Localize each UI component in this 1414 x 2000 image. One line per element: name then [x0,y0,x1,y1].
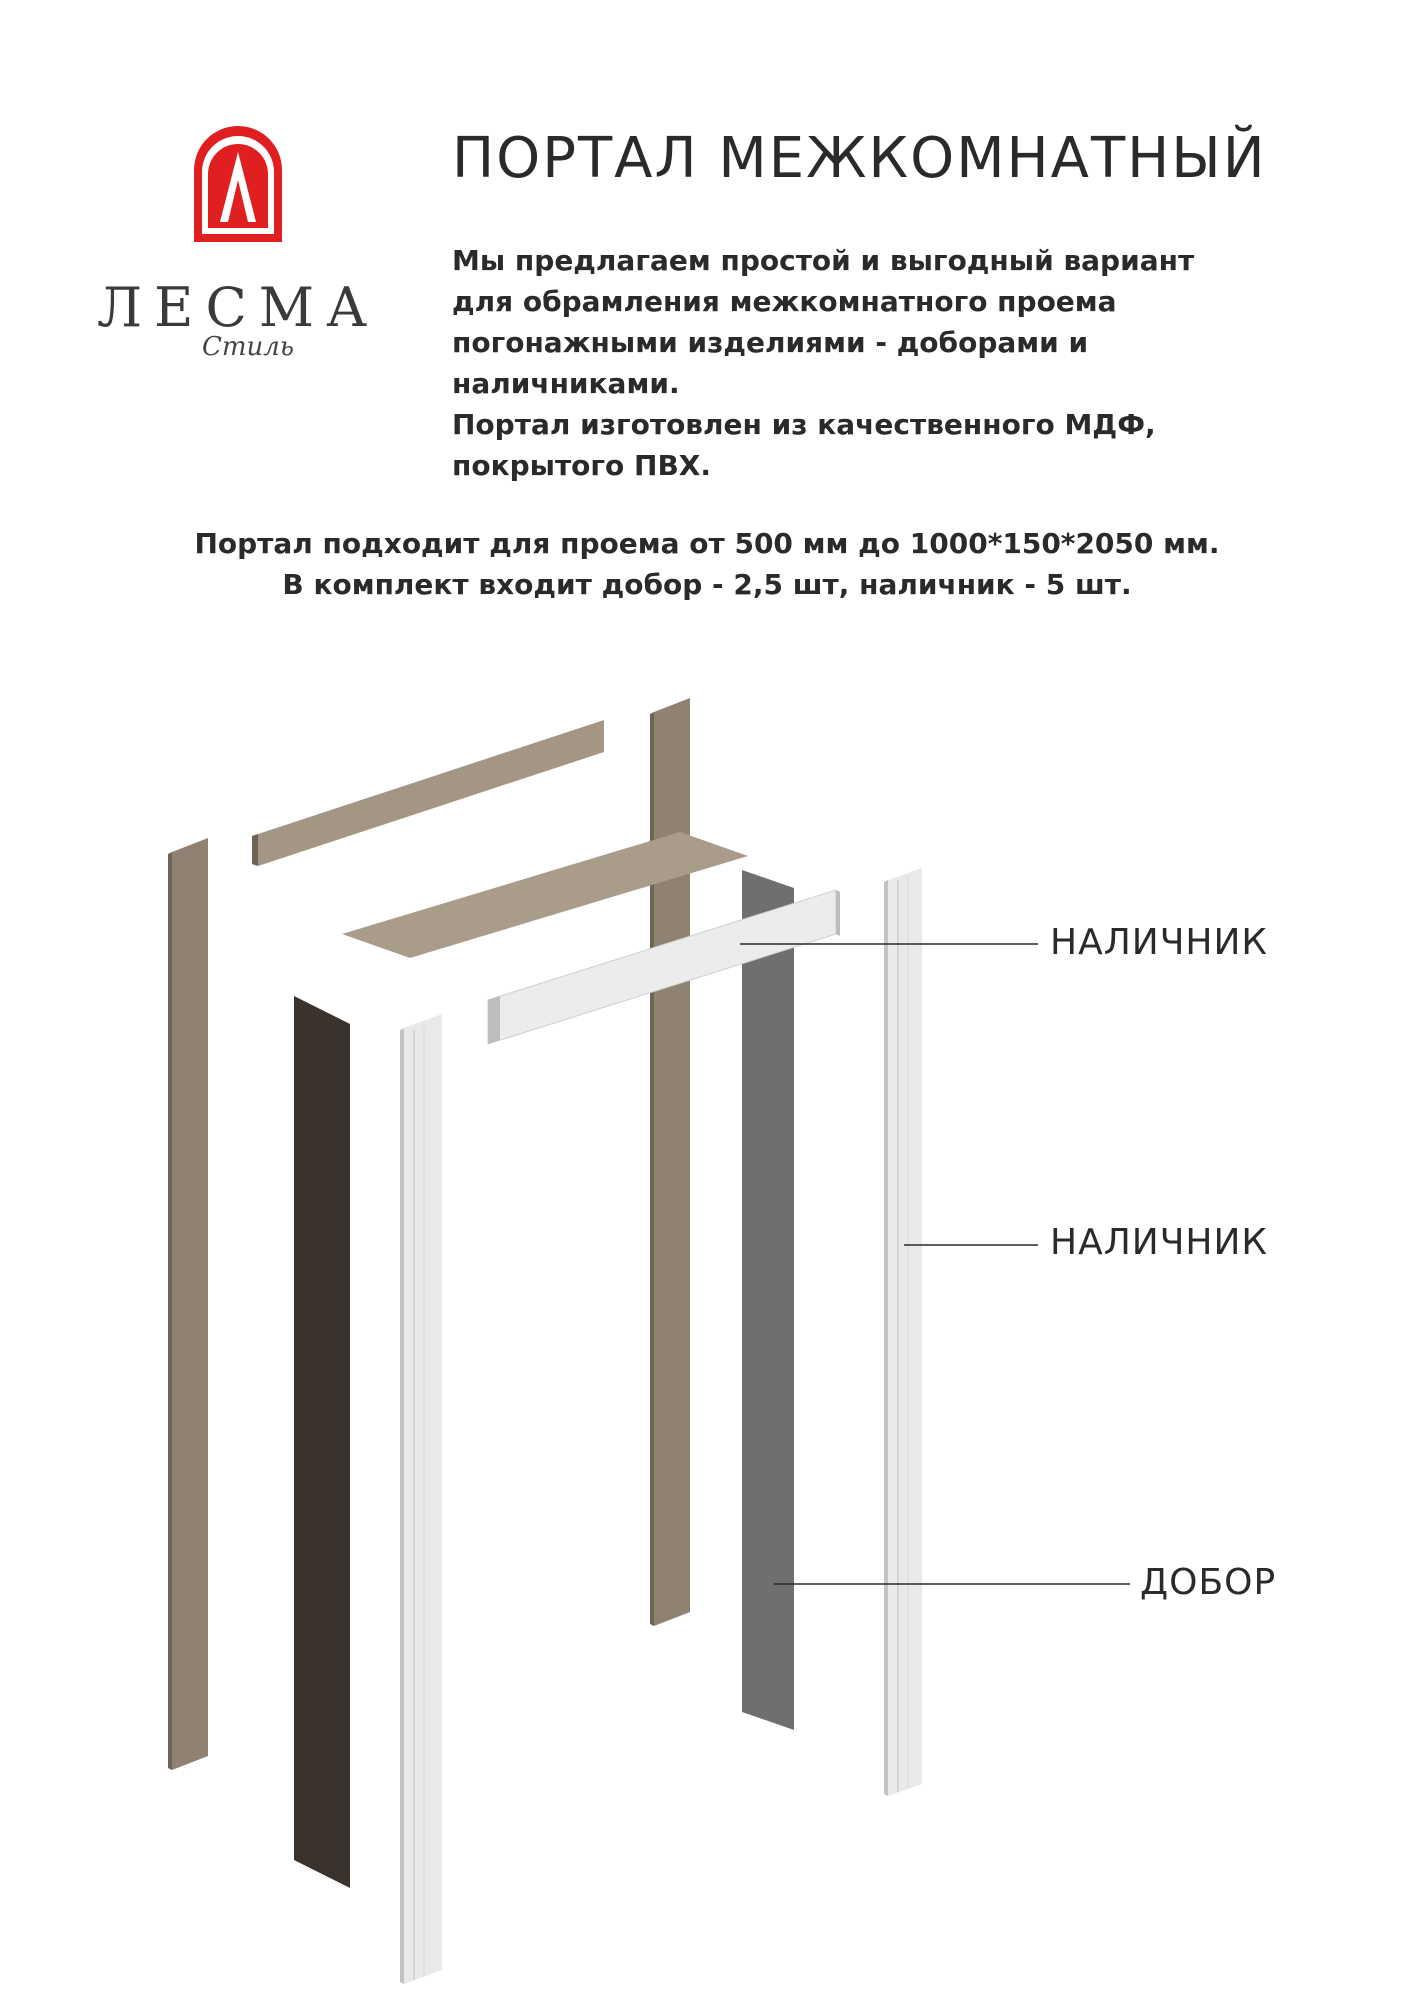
back-top-casing [252,720,604,866]
brand-subtitle: Стиль [201,332,294,362]
intro-line: наличниками. [452,367,680,400]
brand-name: ЛЕСМА [97,276,379,339]
intro-line: для обрамления межкомнатного проема [452,285,1117,318]
callout-label-jamb: ДОБОР [1140,1562,1277,1603]
intro-line: покрытого ПВХ. [452,449,712,482]
intro-line: Портал изготовлен из качественного МДФ, [452,408,1156,441]
front-right-casing [884,868,922,1796]
right-jamb [742,870,794,1730]
left-jamb [294,996,350,1888]
back-left-casing [168,838,208,1770]
callout-label-casing-top: НАЛИЧНИК [1050,922,1268,963]
intro-line: Мы предлагаем простой и выгодный вариант [452,244,1195,277]
specs-line: В комплект входит добор - 2,5 шт, наличник - 5 шт. [282,568,1132,601]
front-left-casing [400,1014,442,1984]
page-title: ПОРТАЛ МЕЖКОМНАТНЫЙ [452,126,1267,191]
callout-label-casing-side: НАЛИЧНИК [1050,1222,1268,1263]
specs-line: Портал подходит для проема от 500 мм до 1000*150*2050 мм. [194,527,1220,560]
intro-line: погонажными изделиями - доборами и [452,326,1089,359]
